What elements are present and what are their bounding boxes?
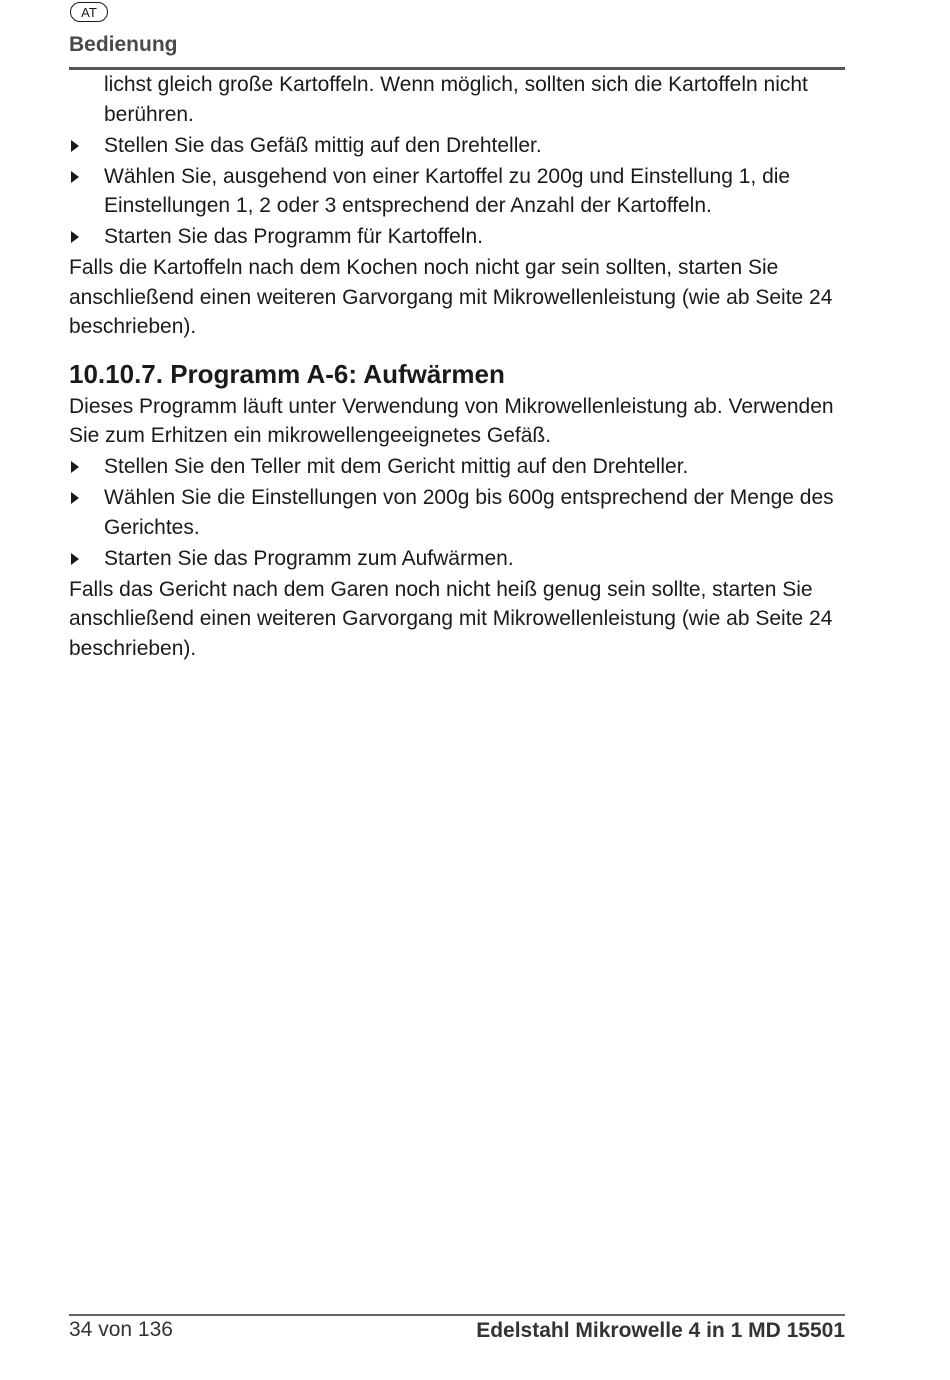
- section-heading: 10.10.7. Programm A-6: Aufwärmen: [69, 358, 505, 389]
- bullet-triangle-icon: [71, 492, 79, 504]
- list-item: [69, 483, 845, 542]
- list-item-text: Stellen Sie den Teller mit dem Gericht mittig auf den Drehteller.: [104, 455, 689, 478]
- list-item-text: Starten Sie das Programm für Kartoffeln.: [104, 225, 483, 248]
- page-number: 34 von 136: [69, 1318, 173, 1341]
- list-item: [69, 452, 845, 482]
- list-item: [69, 544, 845, 574]
- product-name: Edelstahl Mikrowelle 4 in 1 MD 15501: [476, 1319, 845, 1342]
- page-content: [69, 70, 845, 663]
- paragraph: Dieses Programm läuft unter Verwendung von Mikrowellenleistung ab. Verwenden Sie zum Erhitzen ein mikrowellengeeignetes Gefäß.: [69, 394, 834, 447]
- continuation-text: lichst gleich große Kartoffeln. Wenn möglich, sollten sich die Kartoffeln nicht berühren.: [104, 73, 808, 126]
- list-item-text: Stellen Sie das Gefäß mittig auf den Drehteller.: [104, 133, 542, 157]
- bullet-triangle-icon: [71, 231, 79, 243]
- paragraph: Falls das Gericht nach dem Garen noch nicht heiß genug sein sollte, starten Sie anschließend einen weiteren Garvorgang mit Mikrowellenleistung (wie ab Seite 24 beschrieben).: [69, 577, 833, 660]
- paragraph: Falls die Kartoffeln nach dem Kochen noch nicht gar sein sollten, starten Sie anschließend einen weiteren Garvorgang mit Mikrowellenleistung (wie ab Seite 24 beschrieben).: [69, 256, 833, 338]
- list-item: [69, 131, 845, 161]
- list-item-text: Wählen Sie die Einstellungen von 200g bis 600g entsprechend der Menge des Gerichtes.: [104, 486, 834, 539]
- section-label: Bedienung: [69, 33, 178, 56]
- bullet-triangle-icon: [71, 171, 79, 183]
- list-item-text: Wählen Sie, ausgehend von einer Kartoffel zu 200g und Einstellung 1, die Einstellungen 1, 2 oder 3 entsprechend der Anzahl der Kartoffeln.: [104, 164, 791, 217]
- list-item: [69, 162, 845, 221]
- bullet-triangle-icon: [71, 461, 79, 473]
- list-item-text: Starten Sie das Programm zum Aufwärmen.: [104, 546, 514, 570]
- country-badge: AT: [70, 2, 108, 22]
- list-item: [69, 222, 845, 252]
- bullet-triangle-icon: [71, 553, 79, 565]
- footer-rule: [69, 1314, 845, 1316]
- bullet-triangle-icon: [71, 140, 79, 152]
